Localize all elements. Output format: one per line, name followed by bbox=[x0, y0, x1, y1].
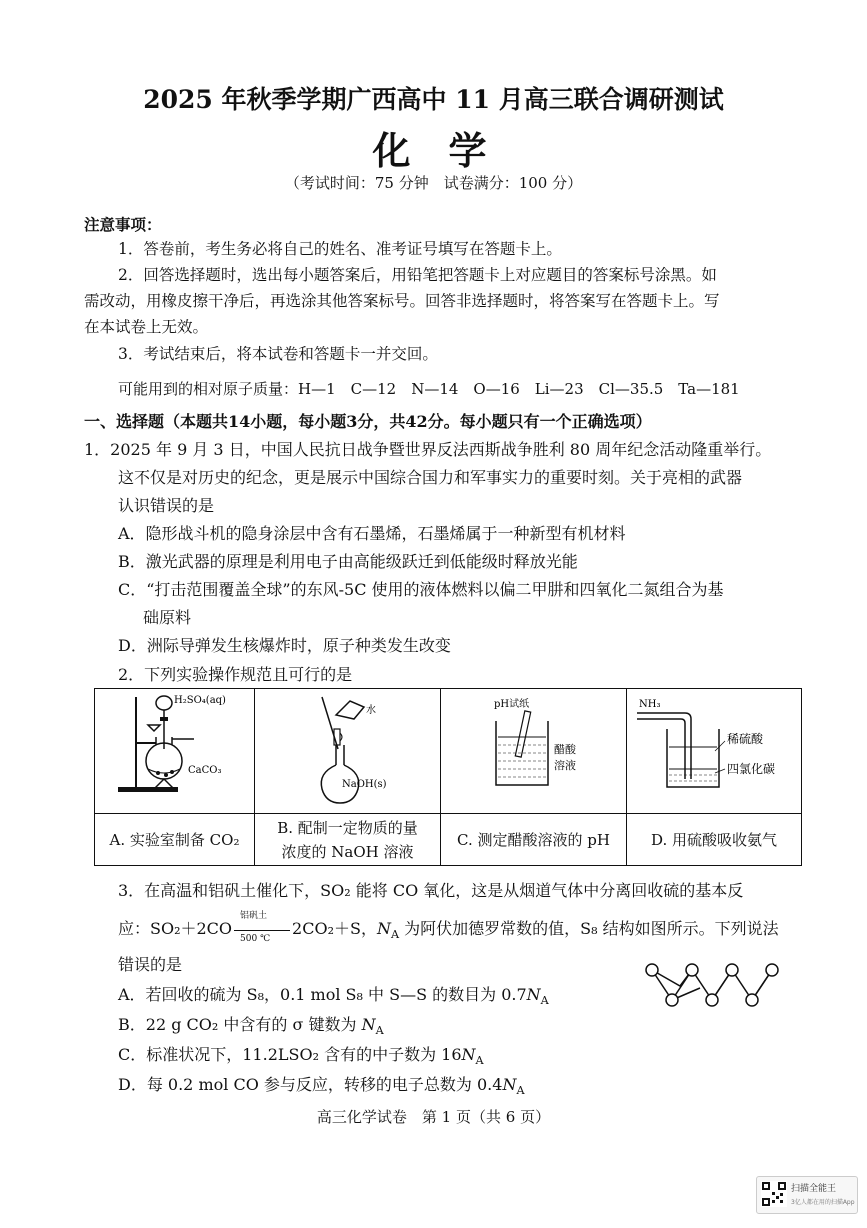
notice-item-2c: 在本试卷上无效。 bbox=[84, 318, 209, 336]
page-footer: 高三化学试卷 第 1 页（共 6 页） bbox=[316, 1108, 551, 1126]
q2-experiment-table bbox=[94, 688, 802, 866]
section-heading: 一、选择题（本题共14小题，每小题3分，共42分。每小题只有一个正确选项） bbox=[84, 412, 652, 431]
label-acetic: 醋酸 bbox=[553, 743, 576, 756]
scanner-sub: 3亿人都在用的扫描App bbox=[791, 1199, 855, 1206]
q3-option-d: D．每 0.2 mol CO 参与反应，转移的电子总数为 $0.4N_A$ bbox=[118, 1075, 525, 1098]
notice-item-2b: 需改动，用橡皮擦干净后，再选涂其他答案标号。回答非选择题时，将答案写在答题卡上。写 bbox=[84, 292, 720, 310]
notice-item-2a: 2．回答选择题时，选出每小题答案后，用铅笔把答题卡上对应题目的答案标号涂黑。如 bbox=[118, 266, 717, 284]
s8-structure-diagram bbox=[640, 958, 790, 1014]
subject-title: 化学 bbox=[372, 128, 525, 173]
q1-option-b: B．激光武器的原理是利用电子由高能级跃迁到低能级时释放光能 bbox=[118, 552, 578, 571]
label-water: 水 bbox=[365, 705, 376, 716]
q2-stem: 2．下列实验操作规范且可行的是 bbox=[118, 665, 353, 684]
caption-d: D. 用硫酸吸收氨气 bbox=[627, 814, 802, 866]
diagram-a-cell bbox=[95, 689, 255, 814]
label-ph-paper: pH试纸 bbox=[493, 699, 529, 710]
label-naoh: NaOH(s) bbox=[341, 779, 387, 790]
q1-stem-a: 1．2025 年 9 月 3 日，中国人民抗日战争暨世界反法西斯战争胜利 80 周年纪念活动隆重举行。 bbox=[84, 440, 772, 459]
notice-item-1: 1．答卷前，考生务必将自己的姓名、准考证号填写在答题卡上。 bbox=[118, 240, 562, 258]
q1-option-a: A．隐形战斗机的隐身涂层中含有石墨烯，石墨烯属于一种新型有机材料 bbox=[118, 524, 626, 543]
reaction-arrow: 铝矾土 500 ℃ bbox=[232, 922, 292, 938]
ammonia-absorption-diagram bbox=[627, 689, 801, 809]
exam-title: 2025 年秋季学期广西高中 11 月高三联合调研测试 bbox=[143, 85, 724, 114]
co2-generator-diagram bbox=[96, 689, 254, 809]
caption-c: C. 测定醋酸溶液的 pH bbox=[441, 814, 627, 866]
label-caco3: CaCO₃ bbox=[187, 765, 221, 776]
diagram-c-cell bbox=[441, 689, 627, 814]
volumetric-flask-diagram bbox=[256, 689, 440, 809]
diagram-d-cell bbox=[627, 689, 802, 814]
q1-stem-b: 这不仅是对历史的纪念，更是展示中国综合国力和军事实力的重要时刻。关于亮相的武器 bbox=[118, 468, 743, 487]
label-dilute-h2so4: 稀硫酸 bbox=[727, 732, 764, 746]
ph-test-diagram bbox=[442, 689, 626, 809]
label-h2so4: H₂SO₄(aq) bbox=[173, 695, 226, 706]
q3-stem-a: 3．在高温和铝矾土催化下，SO₂ 能将 CO 氧化，这是从烟道气体中分离回收硫的基本反 bbox=[118, 881, 744, 900]
scanner-watermark bbox=[756, 1176, 858, 1214]
notice-item-3: 3．考试结束后，将本试卷和答题卡一并交回。 bbox=[118, 345, 438, 363]
diagram-b-cell bbox=[255, 689, 441, 814]
notice-heading: 注意事项： bbox=[84, 215, 162, 234]
q1-option-d: D．洲际导弹发生核爆炸时，原子种类发生改变 bbox=[118, 636, 451, 655]
caption-b: B. 配制一定物质的量 浓度的 NaOH 溶液 bbox=[255, 814, 441, 866]
q3-option-b: B．22 g CO₂ 中含有的 σ 键数为 $N_A$ bbox=[118, 1015, 384, 1038]
q1-option-c: C．“打击范围覆盖全球”的东风-5C 使用的液体燃料以偏二甲肼和四氧化二氮组合为基 bbox=[118, 580, 724, 599]
qr-code-icon bbox=[761, 1181, 787, 1207]
label-nh3: NH₃ bbox=[639, 699, 661, 710]
label-solution: 溶液 bbox=[553, 759, 576, 772]
label-ccl4: 四氯化碳 bbox=[727, 762, 776, 776]
q3-option-a: A．若回收的硫为 S₈，0.1 mol S₈ 中 S—S 的数目为 $0.7N_A$ bbox=[118, 985, 549, 1008]
q3-option-c: C．标准状况下，11.2LSO₂ 含有的中子数为 $16N_A$ bbox=[118, 1045, 484, 1068]
q3-equation: 应：SO₂＋2CO 铝矾土 500 ℃ 2CO₂＋S，$N_A$ 为阿伏加德罗常数的值，S₈ 结构如图所示。下列说法 bbox=[118, 910, 779, 944]
q1-stem-c: 认识错误的是 bbox=[118, 496, 215, 515]
q1-option-c-cont: 础原料 bbox=[143, 608, 192, 627]
scanner-brand: 扫描全能王 bbox=[791, 1184, 837, 1194]
q3-stem-c: 错误的是 bbox=[118, 955, 183, 974]
exam-info: （考试时间：75 分钟 试卷满分：100 分） bbox=[284, 174, 583, 192]
caption-a: A. 实验室制备 CO₂ bbox=[95, 814, 255, 866]
atomic-masses: 可能用到的相对原子质量：H—1 C—12 N—14 O—16 Li—23 Cl—35.5 Ta—181 bbox=[118, 380, 740, 398]
